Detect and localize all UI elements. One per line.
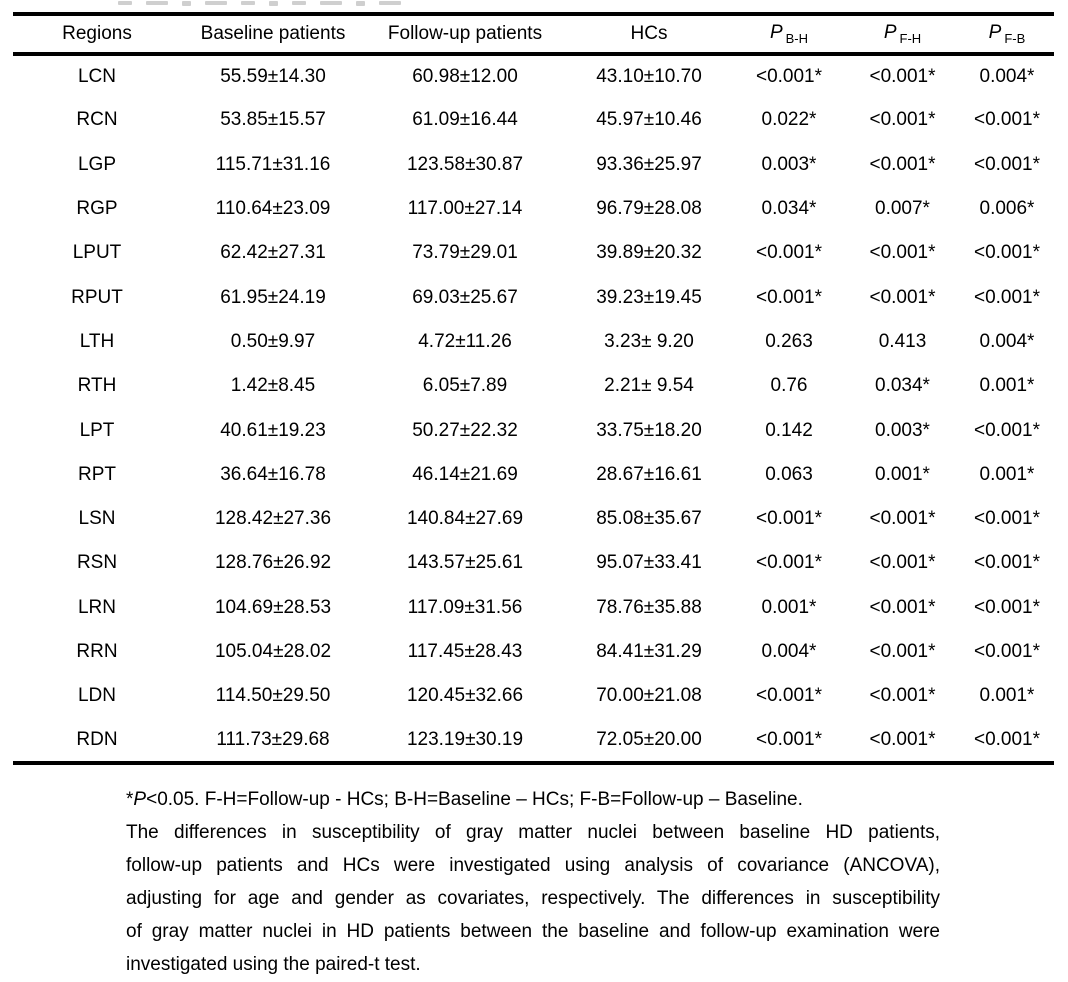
value-cell: 117.45±28.43 [407,641,523,662]
value-cell: <0.001* [869,641,936,662]
value-cell: 46.14±21.69 [412,463,518,485]
p-symbol: P [883,22,897,44]
value-cell: 0.004* [761,641,817,662]
value-cell: 0.003* [761,153,817,175]
value-cell: <0.001* [973,728,1041,750]
value-cell: 93.36±25.97 [596,153,702,175]
column-header-baseline: Baseline patients [181,14,365,54]
table-row [13,143,1054,187]
region-cell: LTH [79,330,115,352]
region-cell: RDN [76,728,118,750]
value-cell: 85.08±35.67 [596,508,702,530]
region-cell: RSN [76,552,118,574]
value-cell: 95.07±33.41 [596,552,702,574]
value-cell: 78.76±35.88 [596,596,702,618]
value-cell: 84.41±31.29 [596,641,702,662]
region-cell: LSN [78,508,116,530]
value-cell: <0.001* [869,286,936,308]
value-cell: 60.98±12.00 [412,66,518,88]
value-cell: 45.97±10.46 [596,109,702,131]
value-cell: 111.73±29.68 [216,728,330,750]
value-cell: 0.413 [878,330,927,352]
table-row [13,320,1054,364]
table-row [13,364,1054,408]
value-cell: 0.004* [979,330,1035,352]
value-cell: 0.063 [765,463,813,485]
value-cell: 0.76 [770,375,808,397]
value-cell: 73.79±29.01 [412,242,518,264]
table-row [13,674,1054,718]
value-cell: 39.89±20.32 [596,242,702,264]
region-cell: LPUT [72,242,122,264]
value-cell: 96.79±28.08 [596,198,702,220]
value-cell: 61.95±24.19 [220,286,326,308]
value-cell: 0.50±9.97 [230,330,316,352]
header-row [13,14,1054,54]
value-cell: 53.85±15.57 [220,109,326,131]
p-symbol: P [769,22,783,44]
value-cell: <0.001* [973,508,1041,530]
value-cell: 0.006* [979,198,1035,220]
column-header-regions: Regions [13,14,181,54]
value-cell: 43.10±10.70 [596,66,702,88]
note-line: investigated using the paired-t test. [126,954,421,975]
value-cell: 110.64±23.09 [215,198,331,220]
table-body [13,54,1054,763]
note-line: follow-up patients and HCs were investigated using analysis of covariance (ANCOVA), [126,855,940,876]
p-symbol: P [133,789,147,810]
value-cell: 0.001* [979,463,1035,485]
value-cell: 114.50±29.50 [215,685,331,707]
value-cell: 1.42±8.45 [230,375,316,397]
value-cell: 50.27±22.32 [412,419,518,441]
value-cell: 123.19±30.19 [406,728,524,750]
value-cell: 0.263 [765,330,813,352]
column-header-p-fb [960,14,1054,54]
table-header [13,14,1054,54]
value-cell: <0.001* [973,552,1041,574]
value-cell: 33.75±18.20 [596,419,702,441]
p-subscript: F-H [899,30,922,46]
p-subscript: F-B [1004,30,1026,46]
value-cell: 3.23± 9.20 [604,330,694,352]
column-header-hcs: HCs [565,14,733,54]
region-cell: LGP [77,153,117,175]
value-cell: <0.001* [755,728,823,750]
value-cell: <0.001* [869,596,936,618]
value-cell: <0.001* [869,242,936,264]
value-cell: 39.23±19.45 [596,286,702,308]
note-line: adjusting for age and gender as covariates, respectively. The differences in susceptibility [126,888,940,909]
value-cell: <0.001* [755,552,823,574]
table-row [13,54,1054,98]
table-row [13,541,1054,585]
value-cell: 0.001* [979,685,1035,707]
value-cell: <0.001* [973,153,1041,175]
value-cell: 55.59±14.30 [220,66,326,88]
value-cell: 117.00±27.14 [407,198,523,220]
table-row [13,275,1054,319]
value-cell: 6.05±7.89 [422,375,508,397]
region-cell: RCN [76,109,118,131]
value-cell: <0.001* [755,286,823,308]
region-cell: RGP [76,198,118,220]
region-cell: LPT [79,419,115,441]
asterisk: * [126,789,134,810]
value-cell: <0.001* [869,66,936,88]
table-row [13,497,1054,541]
value-cell: 2.21± 9.54 [604,375,694,397]
value-cell: 69.03±25.67 [412,286,518,308]
value-cell: 140.84±27.69 [406,508,524,530]
value-cell: <0.001* [755,685,823,707]
table-row [13,187,1054,231]
value-cell: <0.001* [973,286,1041,308]
value-cell: <0.001* [973,242,1041,264]
table-row [13,453,1054,497]
significance-note [126,783,940,816]
region-cell: LDN [77,685,116,707]
value-cell: 123.58±30.87 [406,153,524,175]
column-header-p-fh [845,14,960,54]
value-cell: 28.67±16.61 [596,463,702,485]
cropped-caption-fragments [118,1,498,7]
table-row [13,718,1054,762]
value-cell: <0.001* [869,552,936,574]
value-cell: 0.003* [875,419,930,441]
region-cell: RPUT [71,286,123,308]
note-line: of gray matter nuclei in HD patients between the baseline and follow-up examination were [126,921,940,942]
value-cell: 0.142 [765,419,813,441]
value-cell: 117.09±31.56 [407,596,523,618]
value-cell: 40.61±19.23 [220,419,326,441]
value-cell: 143.57±25.61 [406,552,524,574]
region-cell: RTH [77,375,117,397]
value-cell: 104.69±28.53 [214,596,332,618]
susceptibility-table [13,12,1054,765]
value-cell: 36.64±16.78 [220,463,326,485]
value-cell: 0.022* [761,109,817,131]
value-cell: 0.034* [875,375,930,397]
table-row [13,630,1054,674]
table-row [13,98,1054,142]
table-row [13,231,1054,275]
value-cell: <0.001* [755,66,823,88]
value-cell: <0.001* [973,109,1041,131]
column-header-followup: Follow-up patients [365,14,565,54]
value-cell: 72.05±20.00 [596,728,702,750]
region-cell: RPT [78,463,116,485]
value-cell: 62.42±27.31 [220,242,326,264]
value-cell: 61.09±16.44 [412,109,518,131]
note-line: The differences in susceptibility of gray matter nuclei between baseline HD patients, [126,822,940,843]
value-cell: 4.72±11.26 [418,330,512,352]
region-cell: RRN [76,641,118,662]
value-cell: <0.001* [755,242,823,264]
region-cell: LRN [77,596,116,618]
value-cell: <0.001* [755,508,823,530]
value-cell: 0.004* [979,66,1035,88]
value-cell: <0.001* [869,109,936,131]
value-cell: 0.034* [761,198,817,220]
value-cell: 115.71±31.16 [215,153,331,175]
p-symbol: P [988,22,1002,44]
value-cell: 128.76±26.92 [214,552,332,574]
significance-text: <0.05. F-H=Follow-up - HCs; B-H=Baseline – HCs; F-B=Follow-up – Baseline. [146,789,803,810]
value-cell: 0.001* [761,596,817,618]
value-cell: 0.001* [875,463,930,485]
value-cell: <0.001* [869,728,936,750]
value-cell: 0.007* [875,198,930,220]
value-cell: 128.42±27.36 [214,508,332,530]
p-subscript: B-H [785,30,809,46]
table-footnotes [126,783,940,981]
region-cell: LCN [77,66,116,88]
value-cell: <0.001* [973,641,1041,662]
value-cell: 0.001* [979,375,1035,397]
table-row [13,586,1054,630]
value-cell: <0.001* [869,685,936,707]
value-cell: <0.001* [973,596,1041,618]
value-cell: 120.45±32.66 [406,685,524,707]
value-cell: <0.001* [869,508,936,530]
table-row [13,408,1054,452]
value-cell: <0.001* [973,419,1041,441]
value-cell: 70.00±21.08 [596,685,702,707]
column-header-p-bh [733,14,845,54]
value-cell: 105.04±28.02 [214,641,332,662]
value-cell: <0.001* [869,153,936,175]
